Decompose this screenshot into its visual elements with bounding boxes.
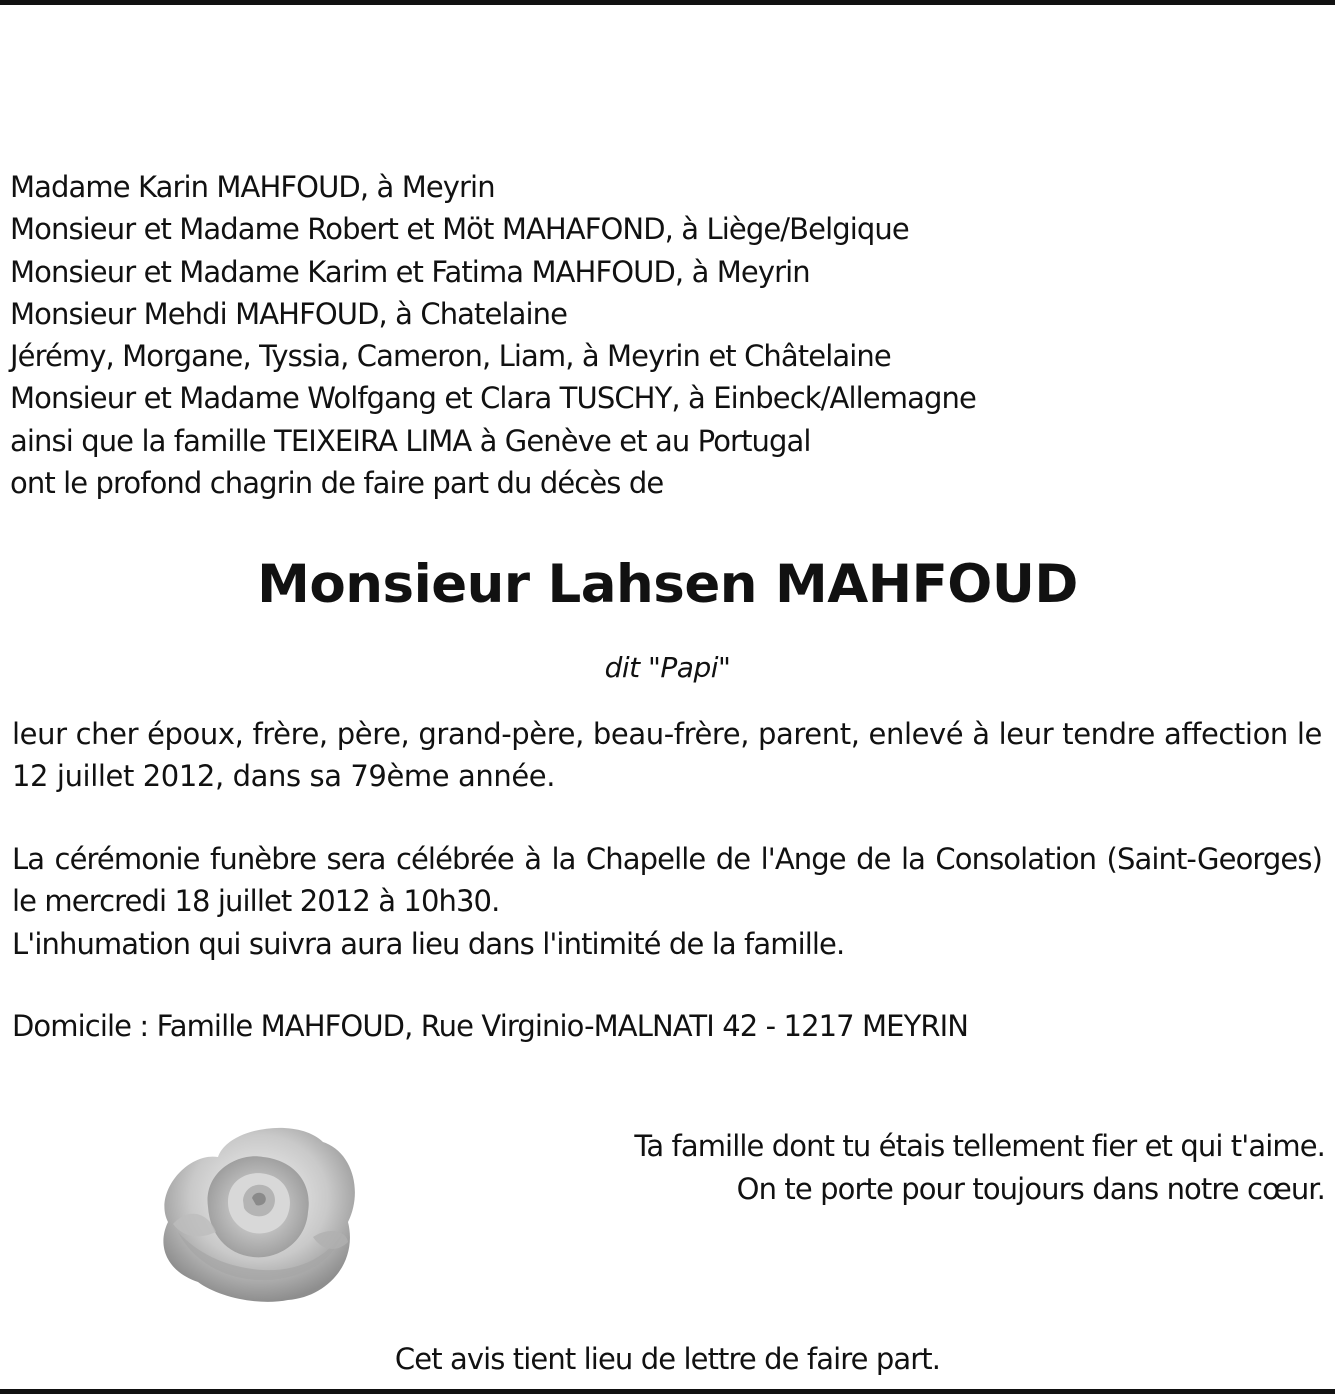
ceremony-paragraph: La cérémonie funèbre sera célébrée à la Chapelle de l'Ange de la Consolation (Saint-Georges) le mercredi 18 juillet 2012 à 10h30. <box>12 842 1322 919</box>
announcement-line: ont le profond chagrin de faire part du décès de <box>10 466 664 501</box>
deceased-nickname: dit "Papi" <box>604 651 731 684</box>
tribute-text <box>634 1125 1325 1211</box>
family-line: Madame Karin MAHFOUD, à Meyrin <box>10 170 495 204</box>
tribute-line: On te porte pour toujours dans notre cœur. <box>736 1172 1325 1206</box>
domicile-paragraph: Domicile : Famille MAHFOUD, Rue Virginio-MALNATI 42 - 1217 MEYRIN <box>12 1009 969 1043</box>
burial-paragraph: L'inhumation qui suivra aura lieu dans l'intimité de la famille. <box>12 926 845 961</box>
relation-paragraph: leur cher époux, frère, père, grand-père, beau-frère, parent, enlevé à leur tendre affection le 12 juillet 2012, dans sa 79ème année. <box>12 717 1322 794</box>
family-line: Monsieur et Madame Wolfgang et Clara TUSCHY, à Einbeck/Allemagne <box>10 381 976 416</box>
family-line: Monsieur et Madame Robert et Möt MAHAFOND, à Liège/Belgique <box>10 212 909 247</box>
rose-icon <box>148 1112 362 1306</box>
deceased-name: Monsieur Lahsen MAHFOUD <box>257 554 1078 615</box>
family-line: ainsi que la famille TEIXEIRA LIMA à Genève et au Portugal <box>10 423 811 458</box>
family-line: Monsieur et Madame Karim et Fatima MAHFOUD, à Meyrin <box>10 254 810 289</box>
family-line: Monsieur Mehdi MAHFOUD, à Chatelaine <box>10 296 568 331</box>
family-line: Jérémy, Morgane, Tyssia, Cameron, Liam, à Meyrin et Châtelaine <box>10 339 891 374</box>
bottom-border <box>0 1389 1335 1394</box>
ceremony-block <box>12 838 1322 965</box>
top-border <box>0 0 1335 5</box>
tribute-line: Ta famille dont tu étais tellement fier et qui t'aime. <box>634 1129 1325 1163</box>
family-list <box>10 166 976 504</box>
footer-note: Cet avis tient lieu de lettre de faire part. <box>394 1342 941 1376</box>
